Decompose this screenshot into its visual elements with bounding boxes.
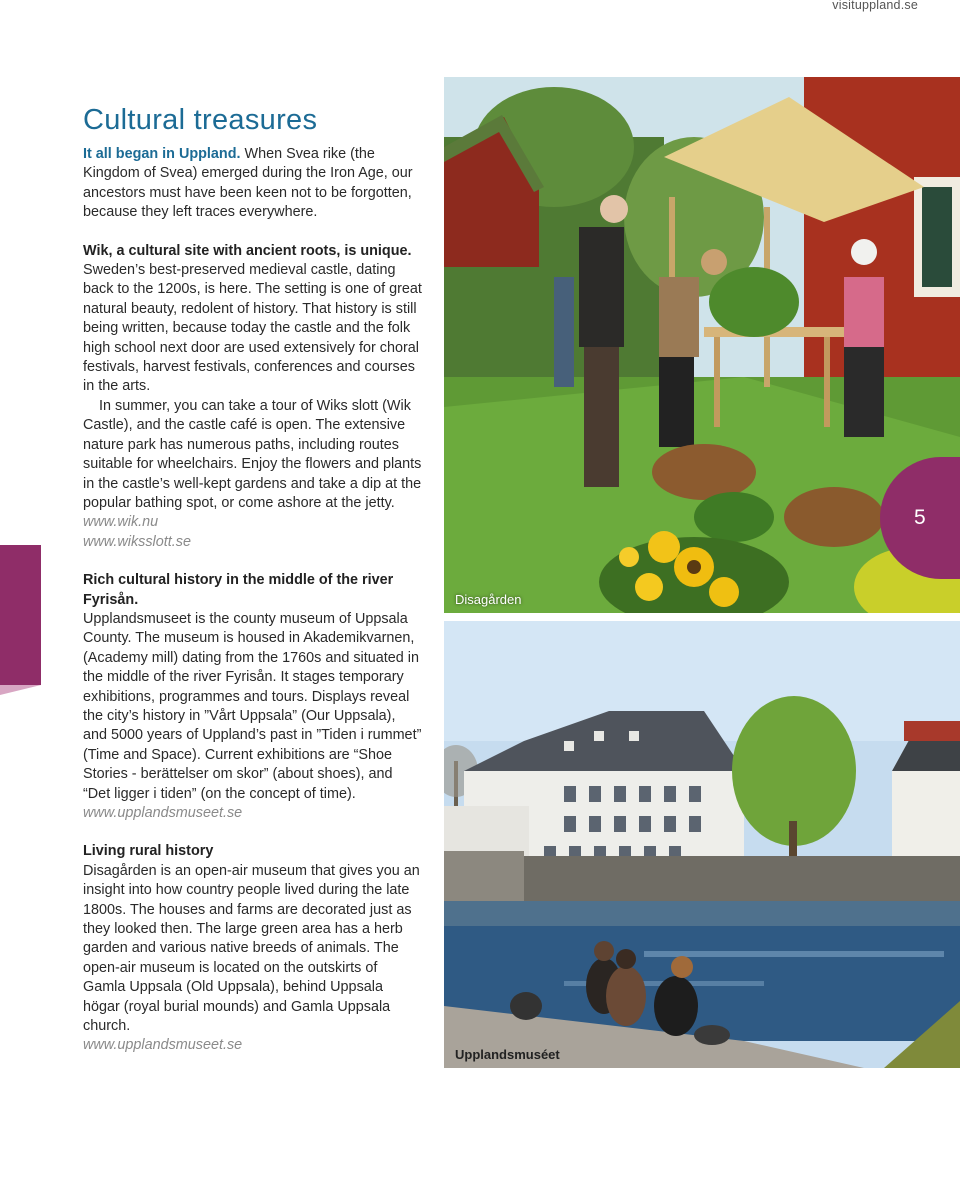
intro-lead: It all began in Uppland. — [83, 146, 241, 162]
upplandsmuseet-link[interactable]: www.upplandsmuseet.se — [83, 805, 243, 821]
page-number: 5 — [914, 506, 926, 529]
upplandsmuseet-paragraph: Upplandsmuseet is the county museum of Uppsala County. The museum is housed in Akademikvarnen, (Academy mill) dating from the 1760s and situated in the middle of the river Fyrisån. It stages temporary exhibitions, programmes and tours. Displays reveal the city’s history in ”Vårt Uppsala” (Our Uppsala), and 5000 years of Uppland’s past in ”Tiden i rummet” (Time and Space). Current exhibitions are “Shoe Stories - berättelser om skor” (about shoes), and “Det ligger i tiden” (on the concept of time). — [83, 610, 422, 802]
accent-bar-tail — [0, 685, 41, 695]
upplandsmuseet-photo — [444, 621, 960, 1068]
wiksslott-link[interactable]: www.wiksslott.se — [83, 533, 191, 550]
wik-heading: Wik, a cultural site with ancient roots, is unique. — [83, 242, 412, 259]
intro-text: When Svea rike (the Kingdom of Svea) emerged during the Iron Age, our ancestors must have been keen not to be forgotten, because they left traces everywhere. — [83, 146, 413, 221]
wik-paragraph-1: Sweden’s best-preserved medieval castle, dating back to the 1200s, is here. The setting is one of great natural beauty, redolent of history. That history is still being written, because today the castle and the folk high school next door are used extensively for choral festivals, harvest festivals, conferences and courses in the arts. — [83, 262, 422, 395]
upplandsmuseet-heading: Rich cultural history in the middle of the river Fyrisån. — [83, 572, 394, 608]
disagarden-link[interactable]: www.upplandsmuseet.se — [83, 1037, 243, 1054]
wik-link[interactable]: www.wik.nu — [83, 514, 159, 531]
accent-bar — [0, 545, 41, 685]
disagarden-paragraph: Disagården is an open-air museum that gives you an insight into how country people lived during the late 1800s. The houses and farms are decorated just as they looked then. The large green area has a herb garden and various native breeds of animals. The open-air museum is located on the outskirts of Gamla Uppsala (Old Uppsala), behind Uppsala högar (royal burial mounds) and Gamla Uppsala church. — [83, 862, 420, 1035]
disagarden-caption: Disagården — [455, 592, 522, 607]
intro-paragraph — [83, 145, 423, 223]
wik-paragraph-2: In summer, you can take a tour of Wiks slott (Wik Castle), and the castle café is open. The extensive nature park has numerous paths, including routes suitable for wheelchairs. Enjoy the flowers and plants in the castle’s well-kept gardens and take a dip at the popular bathing spot, or come ashore at the jetty. — [83, 397, 422, 511]
upplandsmuseet-photo-image — [444, 621, 960, 1068]
article-column — [83, 103, 423, 1056]
page-title: Cultural treasures — [83, 104, 318, 136]
upplandsmuseet-caption: Upplandsmuséet — [455, 1047, 560, 1062]
disagarden-heading: Living rural history — [83, 843, 214, 860]
site-url: visituppland.se — [832, 0, 918, 12]
